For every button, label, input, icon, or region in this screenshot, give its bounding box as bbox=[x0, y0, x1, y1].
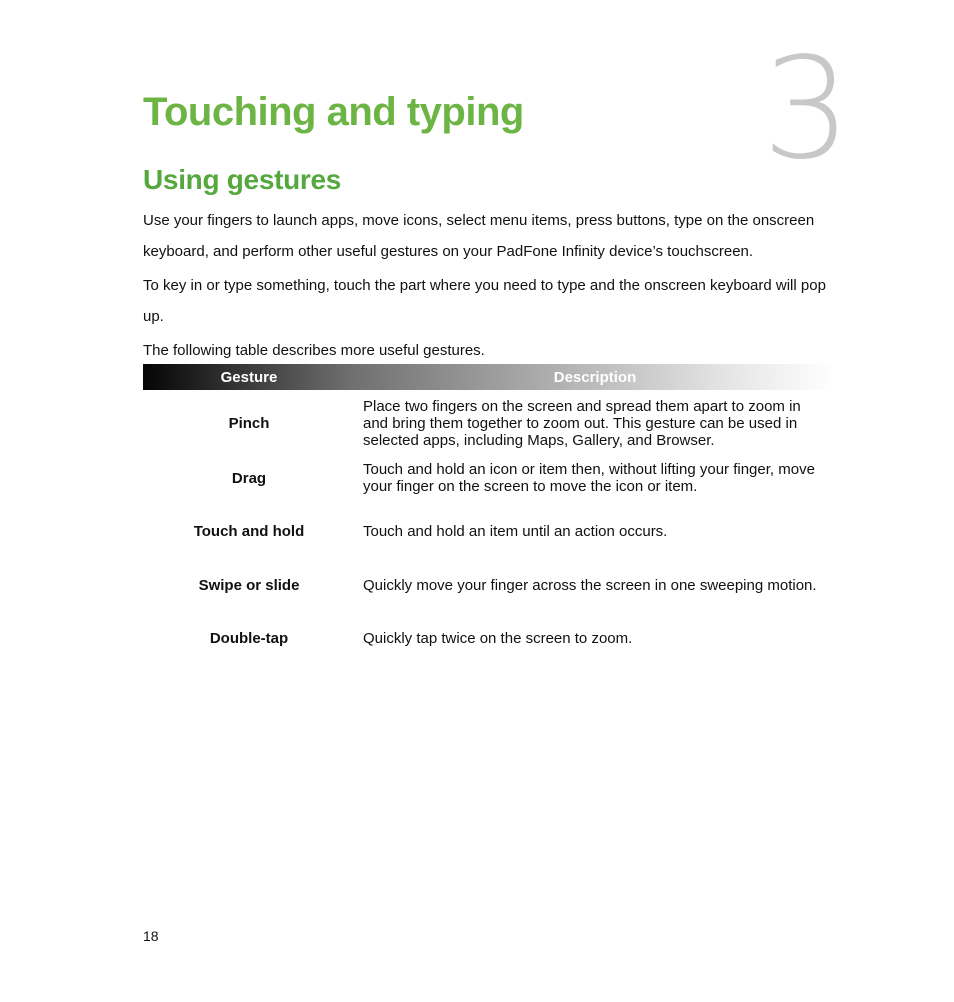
gesture-name: Drag bbox=[231, 469, 267, 487]
table-row bbox=[143, 504, 835, 558]
gesture-description: Touch and hold an icon or item then, without lifting your finger, move your finger on the screen to move the icon or item. bbox=[363, 461, 815, 495]
header-gesture: Gesture bbox=[220, 368, 278, 386]
intro-paragraph: Use your fingers to launch apps, move icons, select menu items, press buttons, type on the onscreen keyboard, and perform other useful gestures on your PadFone Infinity device’s touchscreen. bbox=[143, 212, 815, 260]
gesture-name: Pinch bbox=[228, 414, 270, 432]
table-intro-paragraph: The following table describes more useful gestures. bbox=[143, 342, 485, 359]
gesture-name: Double-tap bbox=[209, 629, 289, 647]
chapter-number: 3 bbox=[762, 28, 848, 191]
table-header-row bbox=[143, 364, 835, 390]
gesture-name: Touch and hold bbox=[193, 522, 305, 540]
table-row bbox=[143, 612, 835, 664]
gesture-description: Quickly move your finger across the screen in one sweeping motion. bbox=[363, 576, 817, 594]
gesture-description: Quickly tap twice on the screen to zoom. bbox=[363, 629, 633, 647]
table-row bbox=[143, 390, 835, 452]
gestures-table bbox=[143, 364, 835, 664]
table-row bbox=[143, 452, 835, 504]
keyboard-paragraph: To key in or type something, touch the part where you need to type and the onscreen keyboard will pop up. bbox=[143, 277, 826, 325]
section-title: Using gestures bbox=[143, 164, 342, 195]
chapter-title: Touching and typing bbox=[143, 90, 524, 134]
table-row bbox=[143, 558, 835, 612]
gesture-description: Touch and hold an item until an action occurs. bbox=[363, 522, 668, 540]
gesture-name: Swipe or slide bbox=[198, 576, 300, 594]
page-number: 18 bbox=[143, 928, 159, 944]
header-description: Description bbox=[553, 368, 637, 386]
gesture-description: Place two fingers on the screen and spread them apart to zoom in and bring them together to zoom out. This gesture can be used in selected apps, including Maps, Gallery, and Browser. bbox=[363, 397, 801, 449]
